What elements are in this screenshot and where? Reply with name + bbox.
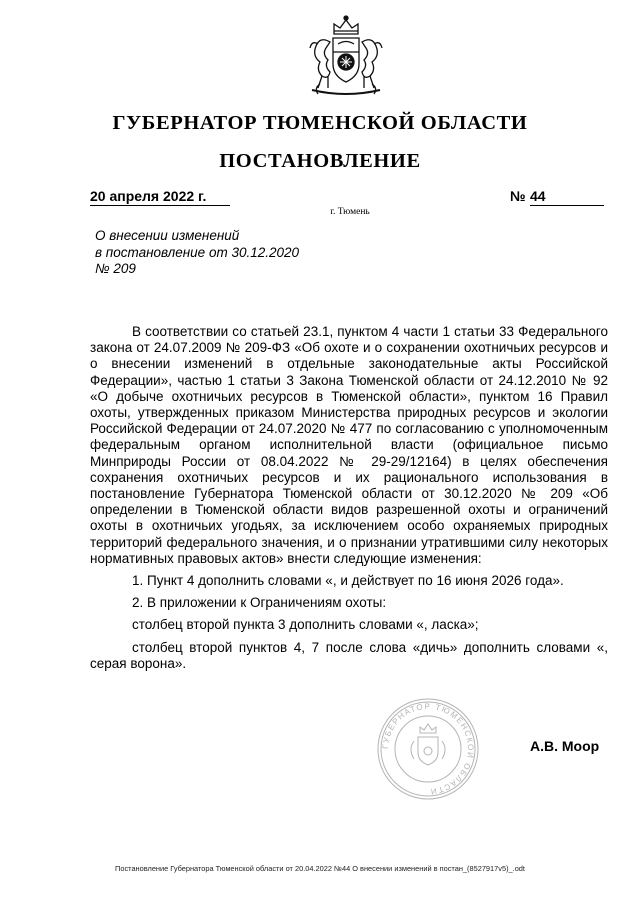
city-label: г. Тюмень (330, 207, 370, 217)
preamble-paragraph: В соответствии со статьей 23.1, пунктом 4 части 1 статьи 33 Федерального закона от 24.07.2009 № 209-ФЗ «Об охоте и о сохранении охотничьих ресурсов и о внесении изменений в отдельные законодательные акты Российской Федерации», частью 1 статьи 3 Закона Тюменской области от 24.12.2010 № 92 «О добыче охотничьих ресурсов в Тюменской области», пунктом 16 Правил охоты, утвержденных приказом Министерства природных ресурсов и экологии Российской Федерации от 24.07.2020 № 477 по согласованию с уполномоченным федеральным органом исполнительной власти (официальное письмо Минприроды России от 08.04.2022 № 29-29/12164) в целях обеспечения сохранения охотничьих ресурсов и их рационального использования в постановление Губернатора Тюменской области от 30.12.2020 № 209 «Об определении в Тюменской области видов разрешенной охоты и ограничений охоты в охотничьих угодьях, за исключением особо охраняемых природных территорий федерального значения, и о признании утратившими силу некоторых нормативных правовых актов» внести следующие изменения: (90, 324, 608, 566)
official-seal-icon (376, 697, 480, 801)
amendment-item-1: 1. Пункт 4 дополнить словами «, и действует по 16 июня 2026 года». (132, 573, 564, 589)
decree-subject (95, 228, 355, 278)
amendment-item-2: 2. В приложении к Ограничениям охоты: (132, 595, 387, 611)
subject-line: в постановление от 30.12.2020 (95, 244, 300, 260)
subject-line: О внесении изменений (95, 228, 240, 243)
document-type-title: ПОСТАНОВЛЕНИЕ (219, 150, 421, 172)
decree-number: 44 (530, 187, 604, 206)
decree-date: 20 апреля 2022 г. (90, 187, 230, 206)
seal-text: ГУБЕРНАТОР ТЮМЕНСКОЙ ОБЛАСТИ (380, 701, 476, 797)
amendment-item-2a: столбец второй пункта 3 дополнить словами «, ласка»; (132, 617, 479, 633)
signatory-name: А.В. Моор (530, 738, 600, 754)
decree-body (90, 324, 608, 678)
decree-number-label: № (510, 188, 526, 204)
document-footer: Постановление Губернатора Тюменской области от 20.04.2022 №44 О внесении изменений в постан_(8527917v5)_.odt (115, 864, 525, 873)
coat-of-arms-icon (300, 14, 392, 100)
subject-line: № 209 (95, 261, 136, 276)
governor-title: ГУБЕРНАТОР ТЮМЕНСКОЙ ОБЛАСТИ (112, 112, 528, 134)
amendment-item-2b: столбец второй пунктов 4, 7 после слова «дичь» дополнить словами «, серая ворона». (90, 639, 608, 671)
